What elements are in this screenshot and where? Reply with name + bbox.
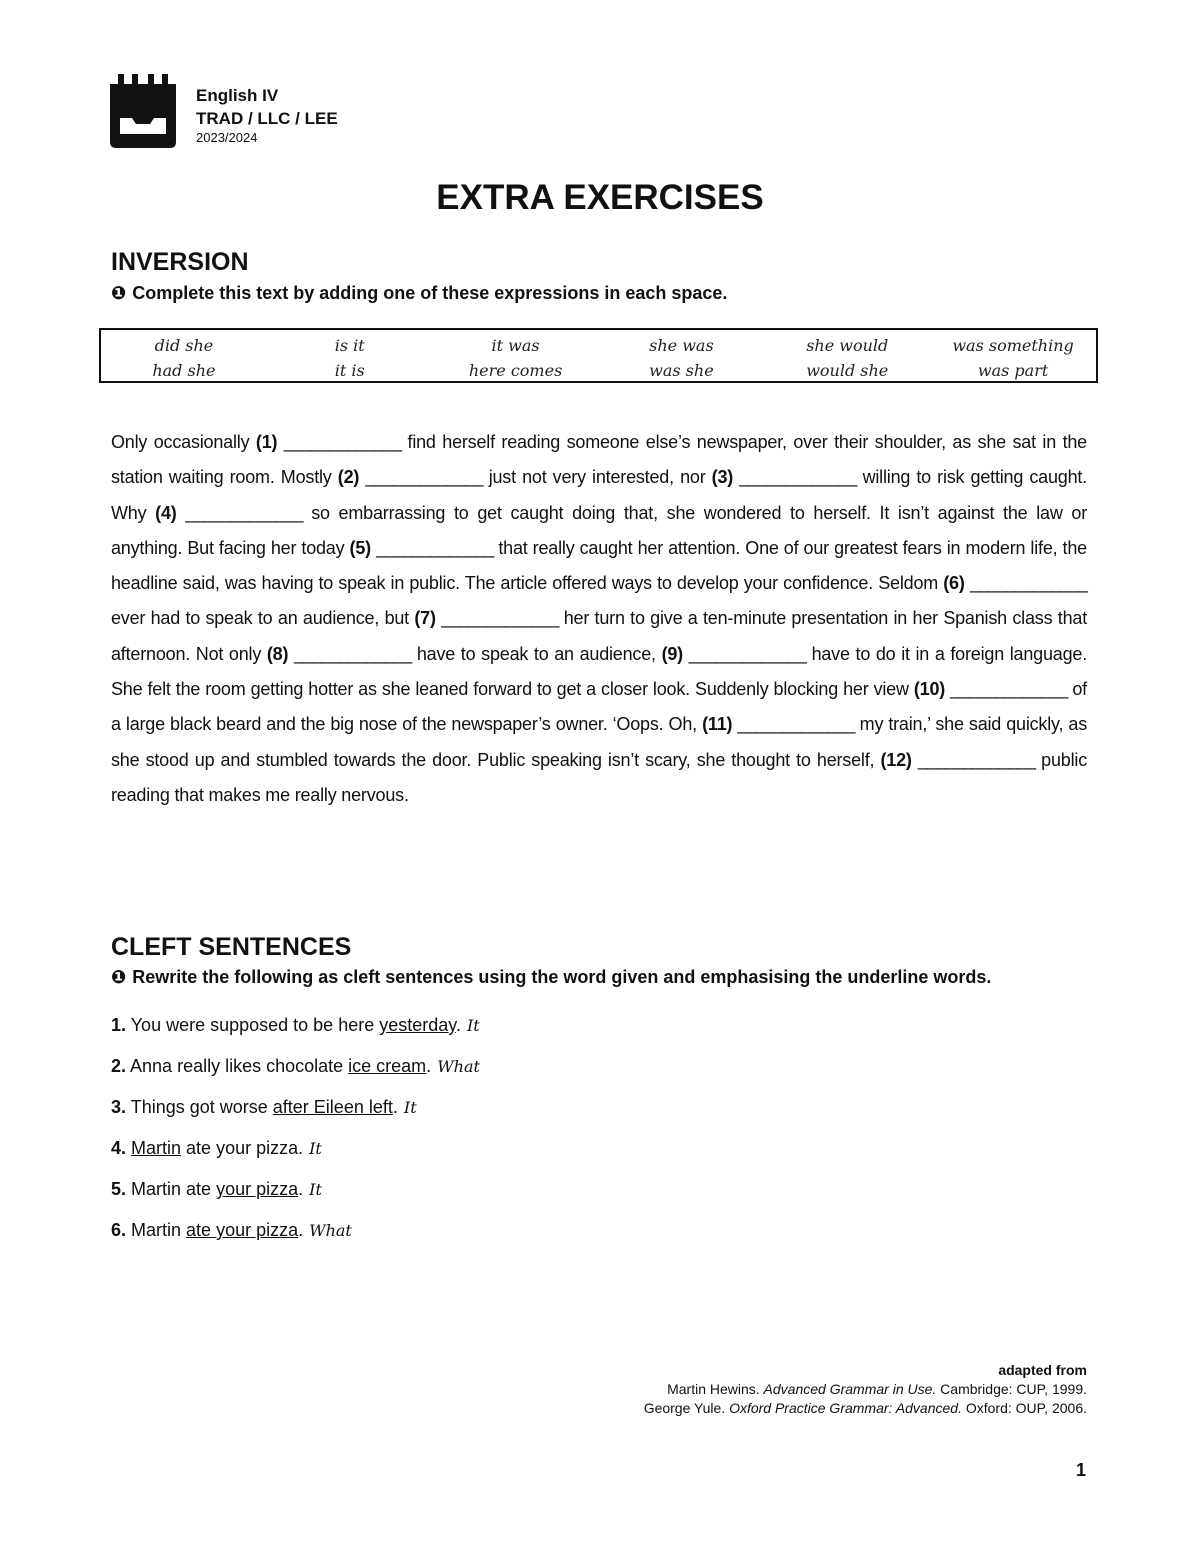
passage-text: have to do it in a foreign language. She felt the room getting hotter as she leaned forward to get a closer look. Suddenly blocking her view	[111, 643, 1087, 700]
sentence-text: ate your pizza.	[181, 1138, 304, 1158]
gap-number: (4)	[155, 502, 177, 523]
answer-blank[interactable]: _____________	[737, 714, 855, 735]
item-number: 3.	[111, 1097, 127, 1117]
gap-number: (7)	[414, 608, 436, 629]
emphasised-words: after Eileen left	[272, 1097, 393, 1117]
passage-text: find herself reading someone else’s newspaper, over their shoulder, as she sat in the station waiting room. Mostly	[111, 432, 1087, 488]
gap-number: (10)	[913, 679, 946, 700]
course-name: English IV	[196, 86, 279, 105]
answer-blank[interactable]: _____________	[688, 643, 806, 664]
inversion-instruction-text: Complete this text by adding one of these expressions in each space.	[132, 283, 728, 303]
cleft-instruction-text: Rewrite the following as cleft sentences using the word given and emphasising the underline words.	[132, 967, 992, 987]
passage-text: my train,’ she said quickly, as she stood up and stumbled towards the door. Public speaking isn’t scary, she thought to herself,	[111, 714, 1088, 770]
answer-blank[interactable]: _____________	[950, 679, 1068, 700]
passage-text: ever had to speak to an audience, but	[111, 608, 415, 629]
cleft-item	[111, 1010, 480, 1051]
cue-word: What	[309, 1221, 352, 1240]
gap-number: (11)	[702, 714, 733, 735]
page-number: 1	[1075, 1460, 1086, 1480]
expression-option: it is	[334, 361, 365, 380]
cleft-exercise-list	[111, 1010, 480, 1256]
emphasised-words: yesterday	[379, 1015, 456, 1035]
sources	[644, 1361, 1087, 1418]
number-one-icon: ❶	[111, 967, 127, 987]
source-author: George Yule.	[643, 1400, 730, 1416]
expression-option: here comes	[468, 361, 563, 380]
sentence-text: .	[392, 1097, 398, 1117]
passage-text: so embarrassing to get caught doing that, she wondered to herself. It isn’t against the law or anything. But facing her today	[111, 502, 1087, 558]
gap-number: (3)	[711, 467, 734, 488]
answer-blank[interactable]: _____________	[294, 643, 412, 664]
source-author: Martin Hewins.	[667, 1381, 764, 1397]
expression-option: was she	[649, 361, 714, 380]
item-number: 6.	[111, 1220, 127, 1240]
gap-number: (2)	[337, 467, 360, 488]
cue-word: It	[309, 1180, 322, 1199]
expression-grid	[101, 330, 1096, 383]
page-title: EXTRA EXERCISES	[436, 178, 764, 217]
gap-number: (6)	[943, 573, 965, 594]
expression-option: she would	[806, 336, 889, 355]
cue-word: It	[403, 1098, 417, 1117]
cleft-item	[111, 1051, 480, 1092]
sentence-text: Martin ate	[131, 1179, 217, 1199]
answer-blank[interactable]: _____________	[917, 749, 1035, 770]
emphasised-words: your pizza	[216, 1179, 299, 1199]
academic-year: 2023/2024	[196, 130, 258, 145]
cleft-item	[111, 1092, 480, 1133]
source-reference	[644, 1399, 1087, 1418]
course-codes: TRAD / LLC / LEE	[196, 109, 338, 128]
passage-text: her turn to give a ten-minute presentation in her Spanish class that afternoon. Not only	[111, 608, 1087, 664]
cleft-item	[111, 1215, 480, 1256]
sentence-text: Anna really likes chocolate	[130, 1056, 349, 1076]
passage-text: of a large black beard and the big nose of the newspaper’s owner. ‘Oops. Oh,	[111, 679, 1087, 735]
university-logo	[106, 72, 180, 150]
answer-blank[interactable]: _____________	[365, 467, 483, 488]
expression-box	[99, 328, 1098, 383]
passage-text: have to speak to an audience,	[411, 643, 662, 664]
item-number: 4.	[111, 1138, 127, 1158]
gap-number: (1)	[255, 432, 278, 452]
passage-text: willing to risk getting caught. Why	[111, 467, 1087, 523]
source-reference	[644, 1380, 1087, 1399]
passage-text: public reading that makes me really nervous.	[111, 749, 1087, 805]
expression-option: she was	[649, 336, 714, 355]
expression-option: is it	[334, 336, 365, 355]
course-info	[196, 84, 338, 146]
passage-text: just not very interested, nor	[482, 467, 712, 488]
number-one-icon: ❶	[111, 283, 127, 303]
answer-blank[interactable]: _____________	[739, 467, 857, 488]
answer-blank[interactable]: _____________	[283, 432, 401, 452]
source-work: Advanced Grammar in Use.	[763, 1381, 937, 1397]
cue-word: It	[466, 1016, 480, 1035]
source-work: Oxford Practice Grammar: Advanced.	[729, 1400, 962, 1416]
gap-number: (5)	[349, 537, 371, 558]
expression-option: had she	[152, 361, 216, 380]
gap-number: (12)	[880, 749, 912, 770]
answer-blank[interactable]: _____________	[441, 608, 559, 629]
sentence-text: .	[298, 1179, 304, 1199]
sentence-text: Martin	[131, 1220, 187, 1240]
expression-option: it was	[491, 336, 540, 355]
expression-option: was part	[977, 361, 1049, 380]
expression-option: did she	[154, 336, 214, 355]
cleft-item	[111, 1133, 480, 1174]
answer-blank[interactable]: _____________	[376, 537, 494, 558]
gap-number: (9)	[661, 643, 683, 664]
emphasised-words: Martin	[131, 1138, 182, 1158]
gap-number: (8)	[266, 643, 289, 664]
sentence-text: .	[298, 1220, 304, 1240]
answer-blank[interactable]: _____________	[969, 573, 1087, 594]
source-publisher: Oxford: OUP, 2006.	[961, 1400, 1087, 1416]
passage-text: that really caught her attention. One of our greatest fears in modern life, the headline said, was having to speak in public. The article offered ways to develop your confidence. Seldom	[111, 537, 1087, 594]
source-publisher: Cambridge: CUP, 1999.	[936, 1381, 1087, 1397]
sentence-text: Things got worse	[130, 1097, 273, 1117]
sentence-text: You were supposed to be here	[130, 1015, 380, 1035]
cleft-instruction	[111, 967, 991, 988]
inversion-instruction	[111, 283, 727, 304]
sources-title: adapted from	[998, 1362, 1087, 1378]
cue-word: What	[437, 1057, 480, 1076]
emphasised-words: ice cream	[348, 1056, 427, 1076]
sentence-text: .	[455, 1015, 461, 1035]
passage-text: Only occasionally	[111, 432, 256, 452]
expression-option: was something	[952, 336, 1074, 355]
answer-blank[interactable]: _____________	[185, 502, 303, 523]
inversion-heading: INVERSION	[111, 248, 249, 276]
sentence-text: .	[426, 1056, 432, 1076]
cue-word: It	[309, 1139, 322, 1158]
expression-option: would she	[806, 361, 889, 380]
emphasised-words: ate your pizza	[186, 1220, 299, 1240]
item-number: 2.	[111, 1056, 127, 1076]
inversion-passage	[111, 425, 1087, 813]
item-number: 1.	[111, 1015, 127, 1035]
item-number: 5.	[111, 1179, 127, 1199]
cleft-item	[111, 1174, 480, 1215]
cleft-heading: CLEFT SENTENCES	[111, 933, 352, 961]
